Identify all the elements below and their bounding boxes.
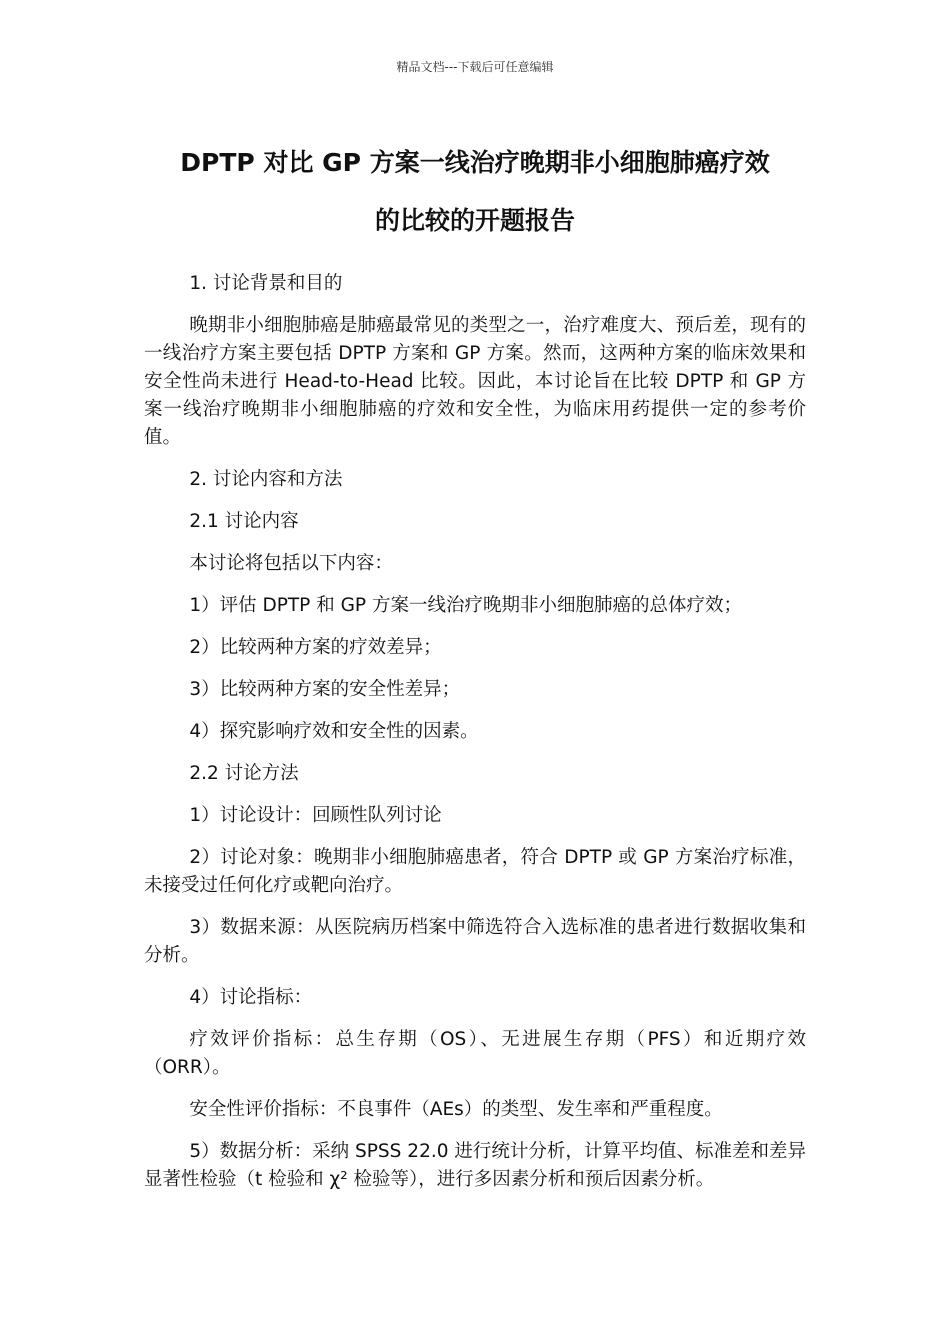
list-item-method-2: 2）讨论对象：晚期非小细胞肺癌患者，符合 DPTP 或 GP 方案治疗标准，未接受过任何化疗或靶向治疗。 xyxy=(144,847,806,896)
paragraph-safety-indicators: 安全性评价指标：不良事件（AEs）的类型、发生率和严重程度。 xyxy=(189,1099,723,1120)
list-item-method-5: 5）数据分析：采纳 SPSS 22.0 进行统计分析，计算平均值、标准差和差异显著性检验（t 检验和 χ² 检验等），进行多因素分析和预后因素分析。 xyxy=(144,1141,806,1190)
subsection-heading-method: 2.2 讨论方法 xyxy=(189,763,299,784)
section-heading-content-method: 2. 讨论内容和方法 xyxy=(189,469,343,490)
document-title xyxy=(140,134,810,250)
title-line-1: DPTP 对比 GP 方案一线治疗晚期非小细胞肺癌疗效 xyxy=(180,148,770,177)
paragraph-content-intro: 本讨论将包括以下内容： xyxy=(189,553,393,574)
document-body xyxy=(144,270,806,1208)
subsection-heading-content: 2.1 讨论内容 xyxy=(189,511,299,532)
header-note: 精品文档---下载后可任意编辑 xyxy=(396,60,554,74)
list-item-method-4: 4）讨论指标： xyxy=(189,987,313,1008)
list-item-method-3: 3）数据来源：从医院病历档案中筛选符合入选标准的患者进行数据收集和分析。 xyxy=(144,917,806,966)
paragraph-efficacy-indicators: 疗效评价指标：总生存期（OS）、无进展生存期（PFS）和近期疗效（ORR）。 xyxy=(144,1029,806,1078)
list-item-content-3: 3）比较两种方案的安全性差异； xyxy=(189,679,461,700)
list-item-content-2: 2）比较两种方案的疗效差异； xyxy=(189,637,442,658)
paragraph-background: 晚期非小细胞肺癌是肺癌最常见的类型之一，治疗难度大、预后差，现有的一线治疗方案主要包括 DPTP 方案和 GP 方案。然而，这两种方案的临床效果和安全性尚未进行 Head-to-Head 比较。因此，本讨论旨在比较 DPTP 和 GP 方案一线治疗晚期非小细胞肺癌的疗效和安全性，为临床用药提供一定的参考价值。 xyxy=(144,315,806,448)
list-item-content-4: 4）探究影响疗效和安全性的因素。 xyxy=(189,721,479,742)
list-item-content-1: 1）评估 DPTP 和 GP 方案一线治疗晚期非小细胞肺癌的总体疗效； xyxy=(189,595,742,616)
section-heading-background: 1. 讨论背景和目的 xyxy=(189,273,343,294)
title-line-2: 的比较的开题报告 xyxy=(374,206,575,235)
list-item-method-1: 1）讨论设计：回顾性队列讨论 xyxy=(189,805,442,826)
